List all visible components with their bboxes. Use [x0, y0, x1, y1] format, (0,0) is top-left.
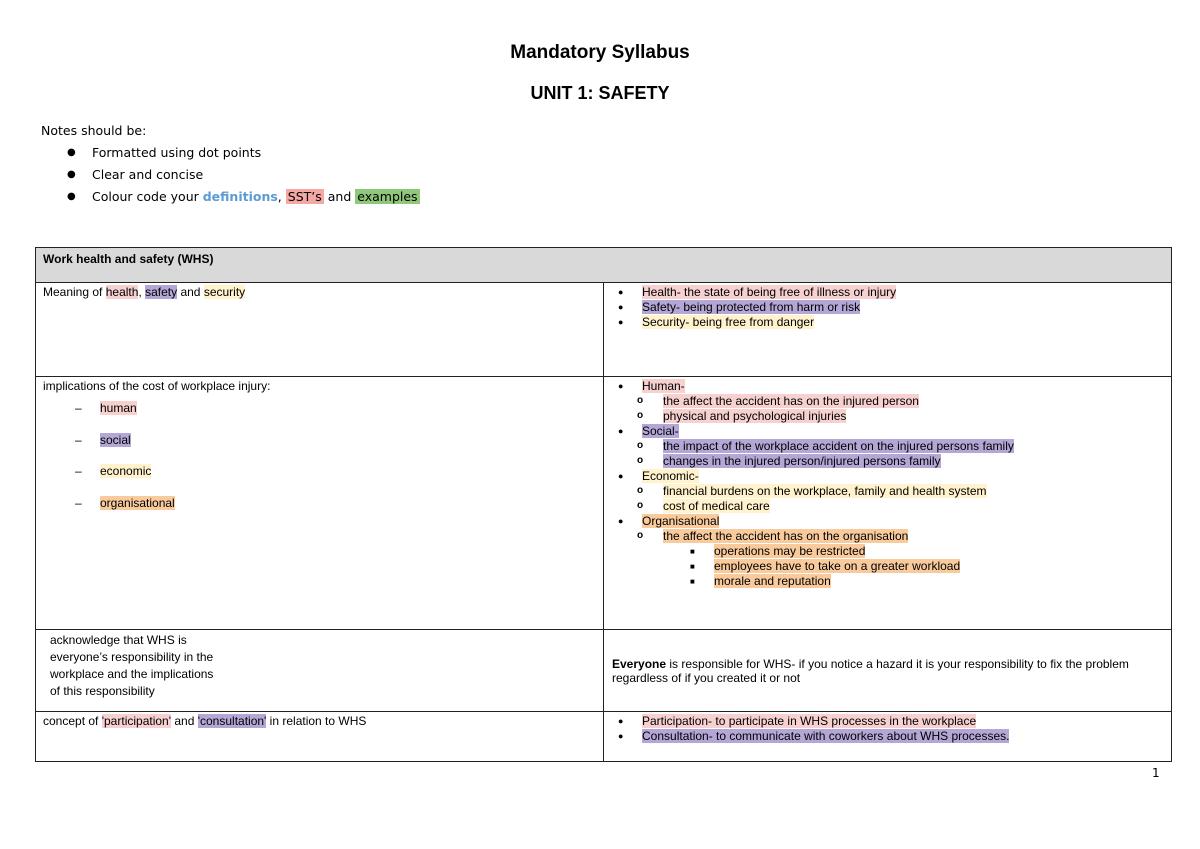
list-item — [612, 729, 1163, 744]
responsibility-text: is responsible for WHS- if you notice a hazard it is your responsibility to fix the problem regardless of if you created it or not — [612, 656, 1129, 685]
participation-term: 'participation' — [101, 714, 172, 728]
human-label: Human- — [642, 379, 685, 393]
list-item — [612, 300, 1163, 315]
table-row — [36, 377, 1172, 630]
and-text: and — [323, 189, 356, 204]
health-definition: Health- the state of being free of illness or injury — [642, 285, 897, 299]
table-header: Work health and safety (WHS) — [36, 248, 1172, 283]
definitions-label: definitions — [202, 189, 278, 204]
economic-label: Economic- — [642, 469, 699, 483]
list-item: ● Formatted using dot points — [41, 144, 420, 166]
cell-text: Meaning of — [43, 285, 106, 299]
list-item — [43, 433, 596, 465]
safety-definition: Safety- being protected from harm or risk — [642, 300, 861, 314]
cell-line: everyone’s responsibility in the — [50, 650, 214, 664]
cell-line: of this responsibility — [50, 684, 155, 698]
page-number: 1 — [1152, 766, 1160, 780]
implications-detail-list — [612, 379, 1163, 589]
list-item — [612, 529, 1163, 589]
list-item — [612, 439, 1163, 454]
social-term: social — [100, 432, 131, 447]
list-item — [612, 379, 1163, 424]
organisational-subsublist — [612, 544, 1163, 589]
organisational-term: organisational — [100, 495, 175, 510]
security-definition: Security- being free from danger — [642, 315, 815, 329]
list-item — [612, 394, 1163, 409]
list-item — [612, 544, 1163, 559]
list-item — [612, 499, 1163, 514]
everyone-bold: Everyone — [612, 656, 667, 671]
table-row — [36, 283, 1172, 377]
economic-term: economic — [100, 464, 152, 478]
table-row — [36, 630, 1172, 712]
sub-sub-item: operations may be restricted — [714, 544, 866, 558]
list-item — [612, 424, 1163, 469]
page-title: Mandatory Syllabus — [510, 42, 690, 63]
list-item — [612, 514, 1163, 589]
row1-left — [36, 283, 604, 377]
definitions-list — [612, 285, 1163, 330]
list-item — [612, 454, 1163, 469]
cell-line: acknowledge that WHS is — [50, 633, 187, 647]
list-item — [612, 484, 1163, 499]
list-item — [612, 469, 1163, 514]
row4-left — [36, 712, 604, 762]
row3-right — [604, 630, 1172, 712]
notes-list — [41, 144, 420, 210]
table-row — [36, 712, 1172, 762]
list-item — [43, 496, 596, 528]
participation-definition: Participation- to participate in WHS processes in the workplace — [642, 714, 977, 728]
list-item — [612, 409, 1163, 424]
implications-heading: implications of the cost of workplace injury: — [43, 379, 271, 393]
list-item — [43, 464, 596, 496]
cell-text: , — [138, 285, 142, 299]
safety-term: safety — [145, 285, 178, 299]
sub-sub-item: employees have to take on a greater workload — [714, 559, 961, 573]
sub-item: changes in the injured person/injured persons family — [663, 454, 941, 468]
row2-right — [604, 377, 1172, 630]
sub-item: the impact of the workplace accident on the injured persons family — [663, 439, 1014, 453]
notes-section — [41, 123, 420, 210]
cell-line: workplace and the implications — [50, 667, 214, 681]
sst-label: SST’s — [287, 189, 322, 204]
sub-item: the affect the accident has on the injured person — [663, 394, 919, 408]
whs-table — [35, 247, 1172, 762]
row4-right — [604, 712, 1172, 762]
list-item — [612, 714, 1163, 729]
organisational-sublist — [612, 529, 1163, 589]
sub-item: physical and psychological injuries — [663, 409, 847, 423]
list-item — [41, 188, 420, 210]
colour-code-prefix: Colour code your — [92, 189, 203, 204]
list-item — [612, 315, 1163, 330]
list-item — [612, 285, 1163, 300]
human-sublist — [612, 394, 1163, 424]
table-header-row — [36, 248, 1172, 283]
cell-text: in relation to WHS — [266, 714, 367, 728]
security-term: security — [203, 285, 246, 299]
row1-right — [604, 283, 1172, 377]
consultation-definition: Consultation- to communicate with coworkers about WHS processes. — [642, 729, 1010, 743]
sub-item: financial burdens on the workplace, family and health system — [663, 484, 987, 498]
cell-text: and — [177, 285, 204, 299]
health-term: health — [105, 285, 139, 299]
list-item — [43, 401, 596, 433]
unit-title: UNIT 1: SAFETY — [530, 83, 670, 103]
notes-heading: Notes should be: — [41, 123, 147, 138]
row2-left — [36, 377, 604, 630]
cell-text: concept of — [43, 714, 102, 728]
concept-list — [612, 714, 1163, 744]
human-term: human — [100, 401, 137, 415]
sub-sub-item: morale and reputation — [714, 574, 831, 588]
comma: , — [277, 189, 282, 204]
cell-text: and — [171, 714, 198, 728]
social-label: Social- — [642, 424, 679, 438]
sub-item: cost of medical care — [663, 499, 770, 513]
organisational-label: Organisational — [642, 514, 720, 528]
examples-label: examples — [357, 189, 418, 204]
row3-left — [36, 630, 604, 712]
list-item — [612, 574, 1163, 589]
list-item: ● Clear and concise — [41, 166, 420, 188]
sub-item: the affect the accident has on the organisation — [663, 529, 909, 543]
implications-list — [43, 401, 596, 527]
list-item — [612, 559, 1163, 574]
consultation-term: 'consultation' — [197, 714, 267, 728]
social-sublist — [612, 439, 1163, 469]
economic-sublist — [612, 484, 1163, 514]
